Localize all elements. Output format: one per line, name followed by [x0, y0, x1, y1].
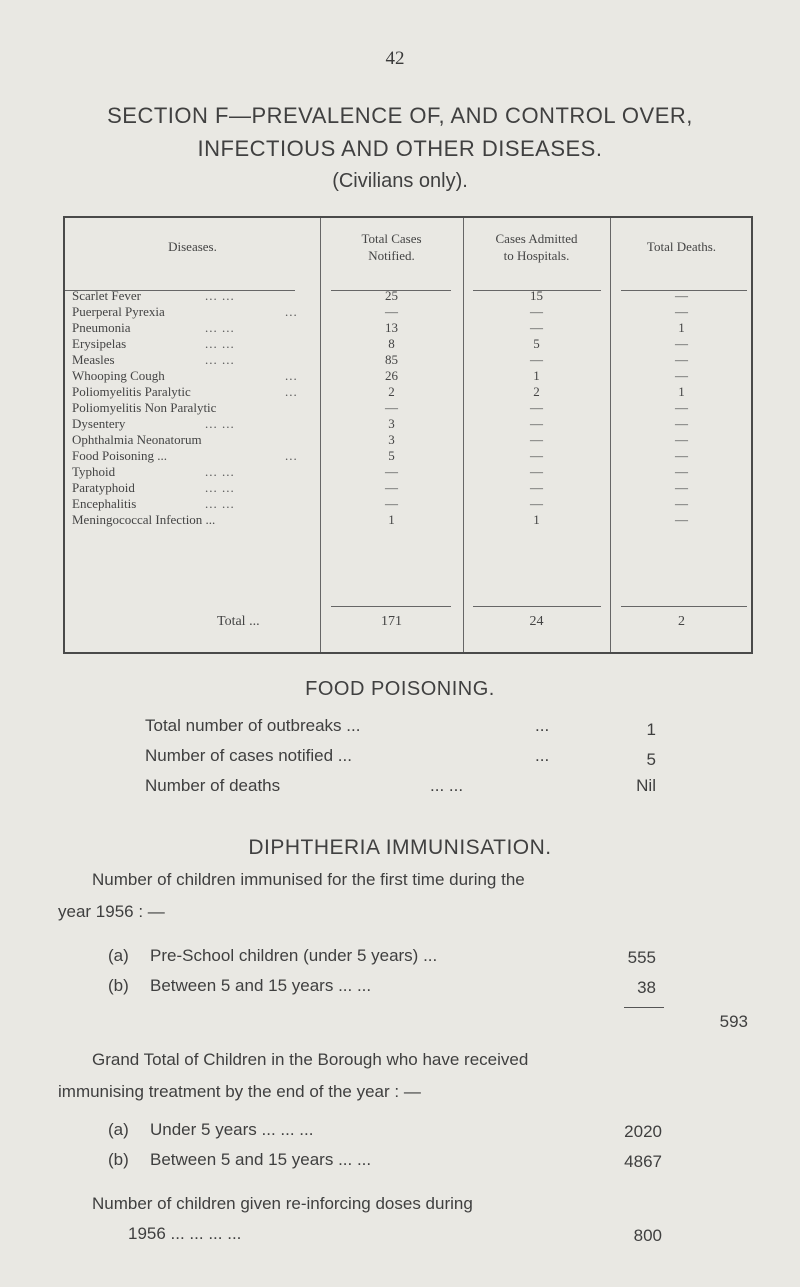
row-notified: 3 — [388, 432, 395, 447]
list-item-value: 2020 — [624, 1122, 662, 1141]
reinforcing-year: 1956 ... ... ... ... — [128, 1224, 242, 1243]
row-disease: Paratyphoid — [72, 480, 135, 495]
row-notified: 85 — [385, 352, 398, 367]
row-deaths: 1 — [678, 384, 685, 399]
total-label: Total ... — [217, 614, 260, 629]
list-item-key: (b) — [108, 1150, 129, 1169]
header-notified-line1: Total Cases — [361, 231, 422, 246]
row-deaths: — — [675, 368, 688, 383]
row-notified: 2 — [388, 384, 395, 399]
row-disease: Whooping Cough — [72, 368, 165, 383]
row-disease: Pneumonia — [72, 320, 131, 335]
row-disease: Meningococcal Infection ... — [72, 512, 216, 527]
row-deaths: — — [675, 464, 688, 479]
row-deaths: — — [675, 448, 688, 463]
list-item-key: (a) — [108, 946, 129, 965]
row-deaths: — — [675, 480, 688, 495]
row-deaths: 1 — [678, 320, 685, 335]
section-title: SECTION F—PREVALENCE OF, AND CONTROL OVER, — [107, 103, 693, 128]
list-item-value: 555 — [627, 948, 656, 967]
row-disease: Puerperal Pyrexia — [72, 304, 165, 319]
row-dots: ... — [285, 368, 298, 383]
total-deaths: 2 — [678, 614, 685, 629]
section-title-line2: INFECTIOUS AND OTHER DISEASES. — [197, 136, 603, 161]
page-number: 42 — [385, 48, 405, 69]
row-notified: 25 — [385, 288, 398, 303]
list-item-value: 1 — [646, 720, 656, 739]
row-disease: Poliomyelitis Non Paralytic — [72, 400, 217, 415]
row-notified: 1 — [388, 512, 395, 527]
header-deaths: Total Deaths. — [646, 239, 717, 254]
first-time-total: 593 — [719, 1012, 748, 1031]
row-admitted: 5 — [533, 336, 540, 351]
row-deaths: — — [675, 400, 688, 415]
row-deaths: — — [675, 512, 688, 527]
row-dots: ... ... — [205, 496, 235, 511]
list-item-value: Nil — [636, 776, 656, 795]
row-dots: ... ... — [205, 336, 235, 351]
header-notified — [320, 230, 463, 264]
row-disease: Ophthalmia Neonatorum — [72, 432, 202, 447]
header-diseases: Diseases. — [168, 239, 217, 254]
reinforcing-label: Number of children given re-inforcing doses during — [92, 1194, 473, 1213]
row-deaths: — — [675, 304, 688, 319]
row-notified: — — [385, 304, 398, 319]
row-notified: 8 — [388, 336, 395, 351]
row-disease: Encephalitis — [72, 496, 137, 511]
row-admitted: 1 — [533, 512, 540, 527]
total-admitted: 24 — [529, 614, 544, 629]
list-item-label: Under 5 years ... ... ... — [150, 1120, 314, 1139]
row-deaths: — — [675, 496, 688, 511]
list-item-dots: ... ... — [430, 776, 464, 795]
header-admitted-line2: to Hospitals. — [503, 248, 570, 263]
row-deaths: — — [675, 432, 688, 447]
list-item-label: Number of cases notified ... — [145, 746, 352, 765]
row-admitted: — — [530, 304, 543, 319]
row-notified: 5 — [388, 448, 395, 463]
row-notified: 13 — [385, 320, 398, 335]
diseases-table — [63, 216, 753, 654]
total-notified: 171 — [381, 614, 402, 629]
list-item-value: 5 — [646, 750, 656, 769]
row-deaths: — — [675, 288, 688, 303]
row-notified: 3 — [388, 416, 395, 431]
list-item-label: Pre-School children (under 5 years) ... — [150, 946, 438, 965]
list-item-label: Total number of outbreaks ... — [145, 716, 361, 735]
diphtheria-intro: Number of children immunised for the first time during the — [92, 870, 525, 889]
row-admitted: — — [530, 448, 543, 463]
total-rule — [331, 606, 451, 607]
row-admitted: — — [530, 464, 543, 479]
list-item-key: (a) — [108, 1120, 129, 1139]
row-dots: ... ... — [205, 480, 235, 495]
grand-total-intro-line2: immunising treatment by the end of the year : — — [58, 1082, 421, 1101]
row-admitted: — — [530, 496, 543, 511]
row-disease: Dysentery — [72, 416, 126, 431]
list-item-value: 4867 — [624, 1152, 662, 1171]
row-disease: Food Poisoning ... — [72, 448, 167, 463]
reinforcing-value: 800 — [633, 1226, 662, 1245]
row-disease: Measles — [72, 352, 115, 367]
list-item-label: Between 5 and 15 years ... ... — [150, 1150, 372, 1169]
header-admitted-line1: Cases Admitted — [495, 231, 578, 246]
row-disease: Erysipelas — [72, 336, 127, 351]
row-disease: Poliomyelitis Paralytic — [72, 384, 191, 399]
food-poisoning-heading: FOOD POISONING. — [305, 678, 495, 700]
row-notified: — — [385, 480, 398, 495]
total-rule — [621, 606, 747, 607]
header-notified-line2: Notified. — [368, 248, 415, 263]
row-dots: ... — [285, 304, 298, 319]
diphtheria-intro-line2: year 1956 : — — [58, 902, 165, 921]
row-notified: — — [385, 496, 398, 511]
list-item-label: Between 5 and 15 years ... ... — [150, 976, 372, 995]
list-item-label: Number of deaths — [145, 776, 281, 795]
row-notified: 26 — [385, 368, 398, 383]
row-notified: — — [385, 464, 398, 479]
row-notified: — — [385, 400, 398, 415]
diphtheria-heading: DIPHTHERIA IMMUNISATION. — [248, 836, 552, 859]
row-deaths: — — [675, 336, 688, 351]
list-item-dots: ... — [535, 716, 550, 735]
row-admitted: — — [530, 352, 543, 367]
row-admitted: — — [530, 320, 543, 335]
row-dots: ... — [285, 384, 298, 399]
row-dots: ... ... — [205, 320, 235, 335]
row-admitted: — — [530, 480, 543, 495]
subtotal-rule — [624, 1007, 664, 1008]
row-dots: ... ... — [205, 352, 235, 367]
row-deaths: — — [675, 352, 688, 367]
list-item-value: 38 — [637, 978, 656, 997]
row-admitted: 2 — [533, 384, 540, 399]
row-dots: ... ... — [205, 464, 235, 479]
row-admitted: — — [530, 416, 543, 431]
row-disease: Scarlet Fever — [72, 288, 141, 303]
row-disease: Typhoid — [72, 464, 116, 479]
total-rule — [473, 606, 601, 607]
list-item-dots: ... — [535, 746, 550, 765]
row-admitted: — — [530, 400, 543, 415]
row-admitted: 15 — [530, 288, 543, 303]
row-dots: ... ... — [205, 416, 235, 431]
row-deaths: — — [675, 416, 688, 431]
subtitle: (Civilians only). — [332, 170, 468, 192]
list-item-key: (b) — [108, 976, 129, 995]
header-admitted — [463, 230, 610, 264]
row-dots: ... ... — [205, 288, 235, 303]
grand-total-intro: Grand Total of Children in the Borough who have received — [92, 1050, 529, 1069]
row-admitted: — — [530, 432, 543, 447]
row-dots: ... — [285, 448, 298, 463]
row-admitted: 1 — [533, 368, 540, 383]
